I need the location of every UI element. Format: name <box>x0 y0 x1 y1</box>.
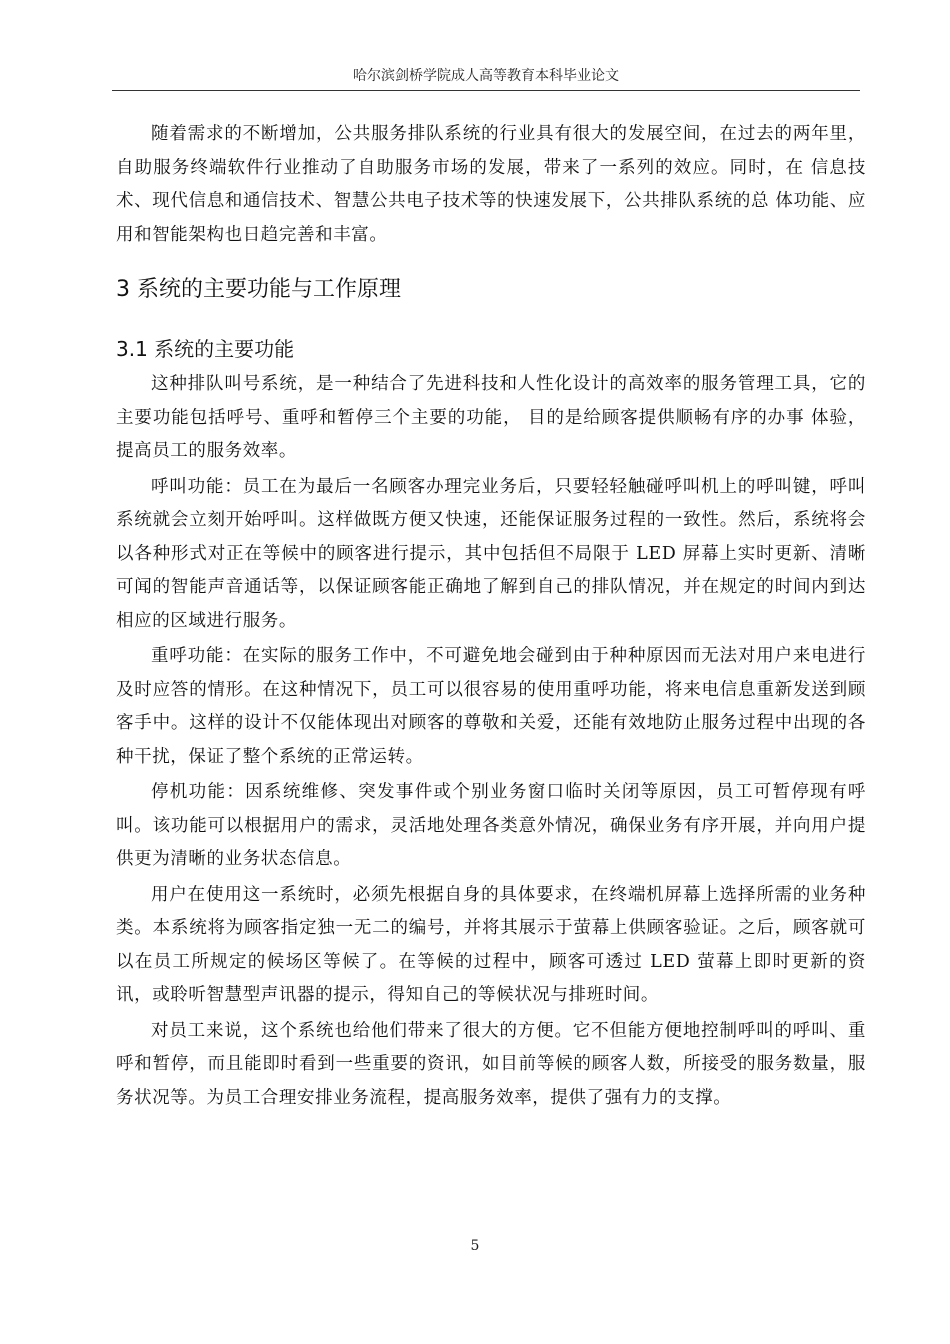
body-paragraph-user-flow: 用户在使用这一系统时，必须先根据自身的具体要求，在终端机屏幕上选择所需的业务种类。本系统将为顾客指定独一无二的编号，并将其展示于萤幕上供顾客验证。之后，顾客就可以在员工所规定的候场区等候了。在等候的过程中，顾客可透过 LED 萤幕上即时更新的资讯，或聆听智慧型声讯器的提示，得知自己的等候状况与排班时间。 <box>116 884 866 1005</box>
page-number: 5 <box>470 1238 480 1254</box>
body-content <box>116 118 866 1117</box>
subsection-heading: 3.1 系统的主要功能 <box>116 337 295 361</box>
body-paragraph-recall-function: 重呼功能：在实际的服务工作中，不可避免地会碰到由于种种原因而无法对用户来电进行及时应答的情形。在这种情况下，员工可以很容易的使用重呼功能，将来电信息重新发送到顾客手中。这样的设计不仅能体现出对顾客的尊敬和关爱，还能有效地防止服务过程中出现的各种干扰，保证了整个系统的正常运转。 <box>116 646 866 767</box>
header-rule <box>112 90 860 91</box>
body-paragraph-call-function: 呼叫功能：员工在为最后一名顾客办理完业务后，只要轻轻触碰呼叫机上的呼叫键，呼叫系统就会立刻开始呼叫。这样做既方便又快速，还能保证服务过程的一致性。然后，系统将会以各种形式对正在等候中的顾客进行提示，其中包括但不局限于 LED 屏幕上实时更新、清晰可闻的智能声音通话等，以保证顾客能正确地了解到自己的排队情况，并在规定的时间内到达相应的区域进行服务。 <box>116 476 866 631</box>
body-paragraph-pause-function: 停机功能：因系统维修、突发事件或个别业务窗口临时关闭等原因，员工可暂停现有呼叫。该功能可以根据用户的需求，灵活地处理各类意外情况，确保业务有序开展，并向用户提供更为清晰的业务状态信息。 <box>116 782 866 869</box>
running-header: 哈尔滨剑桥学院成人高等教育本科毕业论文 <box>353 68 619 84</box>
body-paragraph-staff-benefits: 对员工来说，这个系统也给他们带来了很大的方便。它不但能方便地控制呼叫的呼叫、重呼和暂停，而且能即时看到一些重要的资讯，如目前等候的顾客人数，所接受的服务数量，服务状况等。为员工合理安排业务流程，提高服务效率，提供了强有力的支撑。 <box>116 1020 866 1108</box>
section-heading: 3 系统的主要功能与工作原理 <box>116 277 401 302</box>
intro-paragraph: 随着需求的不断增加，公共服务排队系统的行业具有很大的发展空间，在过去的两年里， 自助服务终端软件行业推动了自助服务市场的发展，带来了一系列的效应。同时，在 信息技术、现代信息和通信技术、智慧公共电子技术等的快速发展下，公共排队系统的总 体功能、应用和智能架构也日趋完善和丰富。 <box>116 124 866 245</box>
body-paragraph-overview: 这种排队叫号系统，是一种结合了先进科技和人性化设计的高效率的服务管理工具，它的主要功能包括呼号、重呼和暂停三个主要的功能， 目的是给顾客提供顺畅有序的办事 体验，提高员工的服务效率。 <box>116 374 866 461</box>
